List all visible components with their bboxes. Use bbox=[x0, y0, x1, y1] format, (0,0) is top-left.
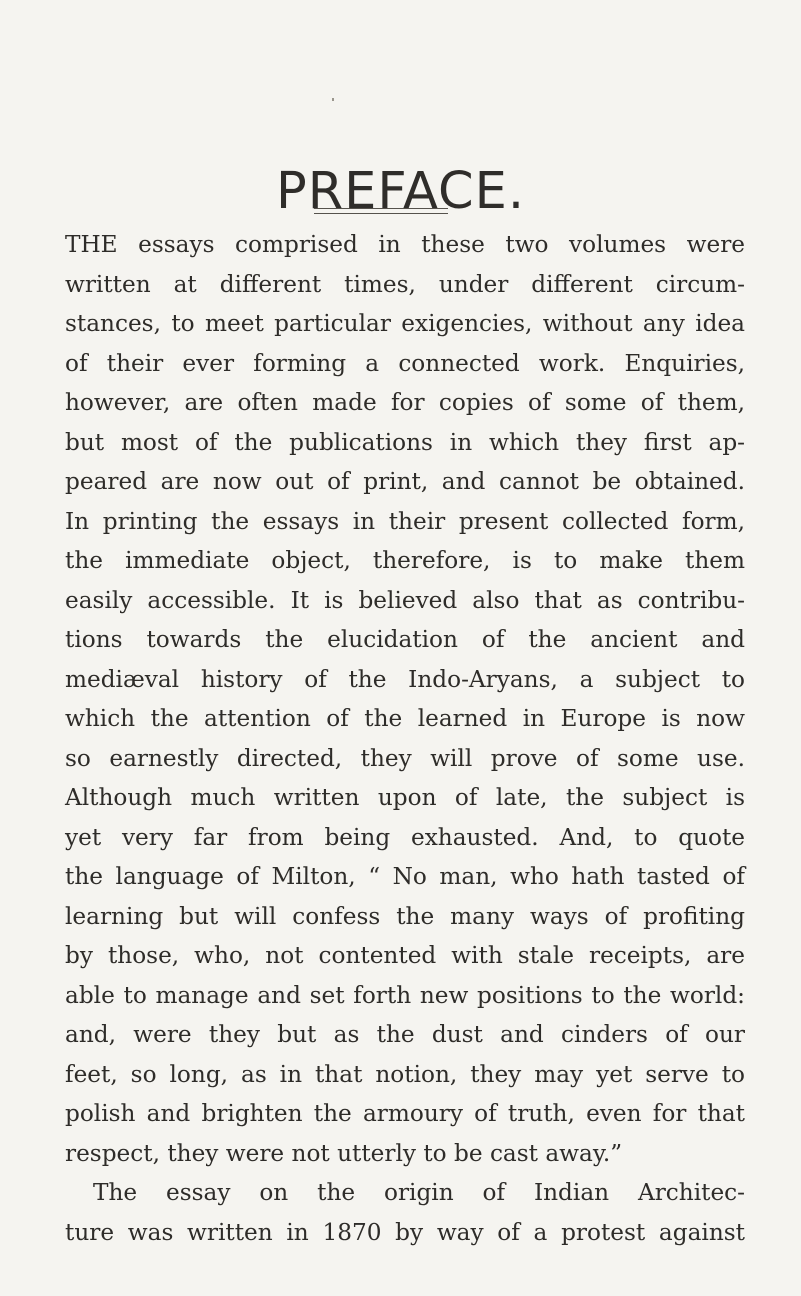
text-line: yet very far from being exhausted. And, to quote bbox=[65, 823, 745, 851]
title-rule-lower bbox=[314, 213, 448, 214]
text-line: polish and brighten the armoury of truth, even for that bbox=[65, 1100, 745, 1127]
text-line: able to manage and set forth new positions to the world: bbox=[65, 981, 745, 1009]
text-line: the immediate object, therefore, is to make them bbox=[65, 547, 745, 574]
text-line: however, are often made for copies of some of them, bbox=[65, 389, 745, 416]
text-line: written at different times, under different circum- bbox=[65, 270, 745, 298]
text-line: ture was written in 1870 by way of a protest against bbox=[65, 1218, 745, 1246]
text-line: peared are now out of print, and cannot be obtained. bbox=[65, 468, 745, 495]
text-line: In printing the essays in their present collected form, bbox=[65, 507, 745, 535]
text-line: learning but will confess the many ways of profiting bbox=[65, 902, 745, 930]
text-line: which the attention of the learned in Europe is now bbox=[65, 705, 745, 732]
text-line: Although much written upon of late, the subject is bbox=[65, 784, 745, 811]
text-line: but most of the publications in which they first ap- bbox=[65, 428, 745, 456]
text-line: tions towards the elucidation of the ancient and bbox=[65, 626, 745, 653]
text-line: stances, to meet particular exigencies, without any idea bbox=[65, 310, 745, 337]
text-line: and, were they but as the dust and cinders of our bbox=[65, 1021, 745, 1048]
page-title: PREFACE. bbox=[275, 162, 526, 222]
title-rule-upper bbox=[314, 208, 448, 209]
text-line: by those, who, not contented with stale receipts, are bbox=[65, 942, 745, 969]
text-line: The essay on the origin of Indian Architec- bbox=[93, 1179, 745, 1206]
text-line: the language of Milton, “ No man, who hath tasted of bbox=[65, 863, 745, 890]
text-line: feet, so long, as in that notion, they may yet serve to bbox=[65, 1060, 745, 1088]
text-line: easily accessible. It is believed also that as contribu- bbox=[65, 586, 745, 614]
text-line: THE essays comprised in these two volumes were bbox=[65, 231, 745, 258]
print-speck bbox=[332, 98, 334, 101]
text-line: of their ever forming a connected work. Enquiries, bbox=[65, 349, 745, 377]
text-line: mediæval history of the Indo-Aryans, a subject to bbox=[65, 665, 745, 693]
text-line: respect, they were not utterly to be cast away.” bbox=[65, 1139, 623, 1167]
text-line: so earnestly directed, they will prove of some use. bbox=[65, 744, 745, 772]
preface-body bbox=[65, 225, 745, 1252]
